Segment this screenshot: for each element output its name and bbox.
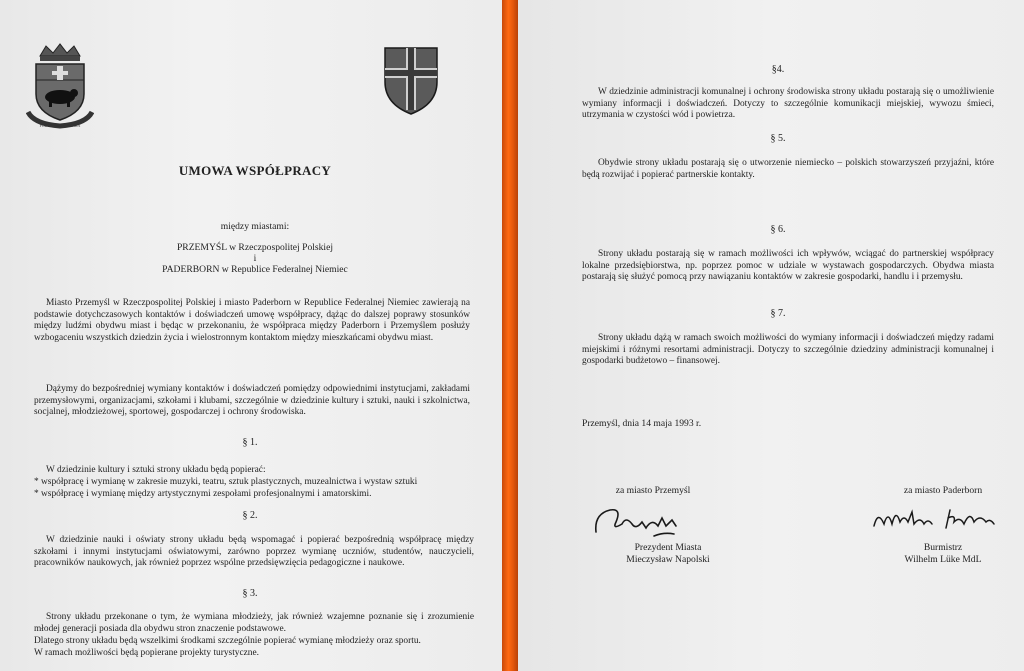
section-1-heading: § 1. (242, 437, 258, 448)
right-page (518, 0, 1024, 671)
section-2-heading: § 2. (242, 510, 258, 521)
section-5-heading: § 5. (770, 133, 786, 144)
crest-banner-text: FORTITVDO · GLORIA (39, 123, 81, 128)
orange-ribbon (502, 0, 518, 671)
signature-1-role: Prezydent Miasta (634, 542, 702, 553)
section-3-text-2: Dlatego strony układu będą wszelkimi środkami szczególnie popierać wymianę młodzieży oraz sportu. (34, 636, 421, 646)
document-title: UMOWA WSPÓŁPRACY (178, 163, 332, 178)
section-4-text: W dziedzinie administracji komunalnej i ochrony środowiska strony układu postarają się o umożliwienie wymiany informacji i doświadczeń. Dotyczy to szczególnie komunikacji miejskiej, wywozu śmieci, utrzymania w czystości wód i powietrza. (582, 87, 994, 121)
paderborn-coat-of-arms-icon (383, 46, 439, 116)
intro-paragraph: Miasto Przemyśl w Rzeczpospolitej Polskiej i miasto Paderborn w Republice Federalnej Niemiec zawierają na podstawie dotychczasowych kontaktów i doświadczeń umowę współpracy, dążąc do dalszej poprawy stosunków między ludźmi obydwu miast i będąc w przekonaniu, że współpraca między Paderborn i Przemyślem posłuży wzbogaceniu wszystkich dziedzin życia i wielostronnym kontaktom między mieszkańcami obydwu miast. (34, 298, 470, 343)
intro-paragraph-2: Dążymy do bezpośredniej wymiany kontaktów i doświadczeń pomiędzy odpowiednimi instytucjami, zakładami przemysłowymi, organizacjami, szkołami i klubami, szczególnie w dziedzinie kultury i sztuki, nauki i szkolnictwa, socjalnej, młodzieżowej, sportowej, gospodarczej i ochrony środowiska. (34, 384, 470, 418)
and-conjunction: i (253, 253, 257, 264)
section-4-heading: §4. (771, 64, 785, 75)
section-6-heading: § 6. (770, 224, 786, 235)
section-5-text: Obydwie strony układu postarają się o utworzenie niemiecko – polskich stowarzyszeń przyjaźni, które będą rozwijać i popierać partnerskie kontakty. (582, 158, 994, 180)
signature-2-name: Wilhelm Lüke MdL (904, 554, 982, 565)
section-7-text: Strony układu dążą w ramach swoich możliwości do wymiany informacji i doświadczeń między radami miejskimi i różnymi resortami administracji. Dotyczy to szczególnie dziedziny administracji komunalnej i gospodarki budżetowo – finansowej. (582, 333, 994, 367)
between-cities-label: między miastami: (220, 221, 290, 232)
city-paderborn: PADERBORN w Republice Federalnej Niemiec (162, 264, 348, 275)
section-6-text: Strony układu postarają się w ramach możliwości ich wpływów, wciągać do partnerskiej współpracy lokalne przedsiębiorstwa, np. poprzez pomoc w udziale w wystawach gospodarczych. Obydwa miasta postarają się służyć pomocą przy nawiązaniu kontaktów w zakresie gospodarki, handlu i i przemysłu. (582, 249, 994, 283)
signature-2-for: za miasto Paderborn (903, 485, 983, 496)
signature-1-for: za miasto Przemyśl (615, 485, 691, 496)
city-przemysl: PRZEMYŚL w Rzeczpospolitej Polskiej (176, 242, 334, 253)
section-3-text: Strony układu przekonane o tym, że wymiana młodzieży, jak również wzajemne poznanie się i zrozumienie młodej generacji posiada dla obydwu stron znaczenie podstawowe. (34, 612, 474, 634)
section-3-heading: § 3. (242, 588, 258, 599)
section-1-item-2: * współpracę i wymianę między artystycznymi zespołami profesjonalnymi i amatorskimi. (34, 489, 372, 499)
left-page (0, 0, 502, 671)
signature-luke-icon (870, 504, 1000, 538)
section-3-text-3: W ramach możliwości będą popierane projekty turystyczne. (34, 648, 260, 658)
place-and-date: Przemyśl, dnia 14 maja 1993 r. (582, 418, 702, 429)
section-1-text: W dziedzinie kultury i sztuki strony układu będą popierać: (46, 465, 266, 475)
signature-napolski-icon (592, 500, 692, 542)
signature-2-role: Burmistrz (923, 542, 963, 553)
section-7-heading: § 7. (770, 308, 786, 319)
section-1-item-1: * współpracę i wymianę w zakresie muzyki, teatru, sztuk plastycznych, muzealnictwa i wystaw sztuki (34, 477, 418, 487)
signature-1-name: Mieczysław Napolski (626, 554, 710, 565)
section-2-text: W dziedzinie nauki i oświaty strony układu będą wspomagać i popierać bezpośrednią współpracę między szkołami i innymi instytucjami oświatowymi, zarówno poprzez wymianę uczniów, studentów, nauczycieli, pracowników naukowych, jak również poprzez wspólne przedsięwzięcia pedagogiczne i naukowe. (34, 535, 474, 569)
przemysl-coat-of-arms-icon (26, 42, 94, 132)
